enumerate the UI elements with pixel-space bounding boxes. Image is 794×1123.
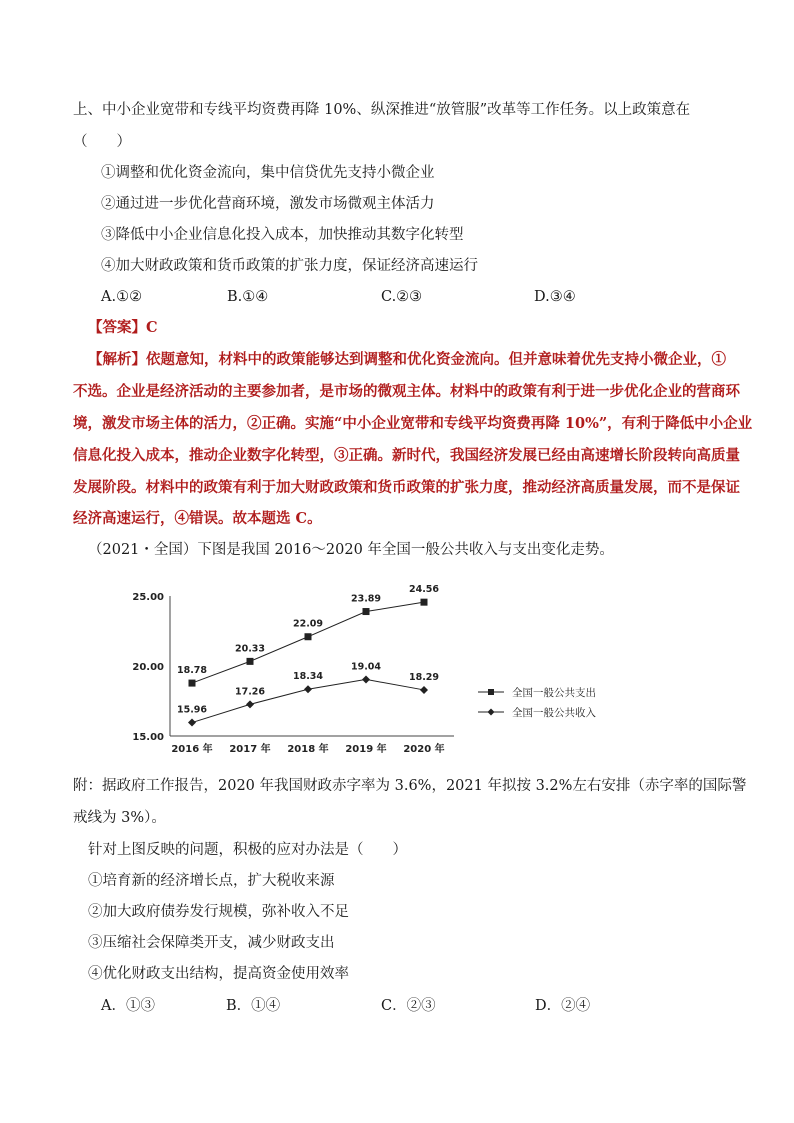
data-label: 20.33 — [234, 643, 266, 655]
y-tick-label: 25.00 — [132, 592, 164, 603]
q2-intro: （2021・全国）下图是我国 2016～2020 年全国一般公共收入与支出变化走势。 — [88, 542, 614, 558]
q1-option-b: B.①④ — [227, 289, 269, 305]
q1-statement-4: ④加大财政政策和货币政策的扩张力度，保证经济高速运行 — [101, 258, 478, 274]
data-point-square — [247, 658, 254, 665]
data-point-square — [305, 633, 312, 640]
data-label: 18.29 — [408, 671, 440, 683]
legend-marker-diamond — [488, 709, 495, 716]
data-label: 22.09 — [292, 618, 324, 630]
data-label: 18.34 — [292, 671, 324, 683]
q2-statement-4: ④优化财政支出结构，提高资金使用效率 — [88, 966, 349, 982]
x-tick-label: 2017 年 — [229, 744, 271, 755]
legend-label: 全国一般公共收入 — [512, 707, 596, 719]
data-point-square — [421, 599, 428, 606]
q2-note-line1: 附：据政府工作报告，2020 年我国财政赤字率为 3.6%，2021 年拟按 3.2%左右安排（赤字率的国际警 — [73, 778, 747, 794]
q1-analysis-line3: 境，激发市场主体的活力，②正确。实施“中小企业宽带和专线平均资费再降 10%”，有利于降低中小企业 — [73, 415, 753, 432]
data-label: 19.04 — [350, 661, 382, 673]
x-tick-label: 2016 年 — [171, 744, 213, 755]
q2-option-c: C．②③ — [381, 998, 436, 1014]
q2-statement-1: ①培育新的经济增长点，扩大税收来源 — [88, 873, 335, 889]
y-tick-label: 15.00 — [132, 732, 164, 743]
data-point-square — [363, 608, 370, 615]
q1-option-a: A.①② — [101, 289, 143, 305]
q2-question: 针对上图反映的问题，积极的应对办法是（ ） — [88, 842, 407, 858]
legend-label: 全国一般公共支出 — [512, 687, 596, 699]
data-point-diamond — [304, 685, 312, 693]
data-point-square — [189, 680, 196, 687]
q1-stem-line2: （ ） — [73, 134, 131, 150]
q1-answer: 【答案】C — [88, 319, 158, 336]
q1-statement-1: ①调整和优化资金流向，集中信贷优先支持小微企业 — [101, 165, 435, 181]
q1-analysis-line2: 不选。企业是经济活动的主要参加者，是市场的微观主体。材料中的政策有利于进一步优化企业的营商环 — [73, 383, 740, 400]
q2-option-a: A．①③ — [101, 998, 155, 1014]
q2-option-d: D．②④ — [535, 998, 591, 1014]
x-tick-label: 2019 年 — [345, 744, 387, 755]
q1-option-d: D.③④ — [534, 289, 576, 305]
q1-analysis-line6: 经济高速运行，④错误。故本题选 C。 — [73, 510, 322, 527]
q1-analysis-line4: 信息化投入成本，推动企业数字化转型，③正确。新时代，我国经济发展已经由高速增长阶段转向高质量 — [73, 447, 740, 464]
data-label: 23.89 — [350, 593, 382, 605]
q2-statement-2: ②加大政府债券发行规模，弥补收入不足 — [88, 904, 349, 920]
q2-statement-3: ③压缩社会保障类开支，减少财政支出 — [88, 935, 335, 951]
data-point-diamond — [188, 719, 196, 727]
data-label: 18.78 — [176, 665, 208, 677]
y-tick-label: 20.00 — [132, 662, 164, 673]
x-tick-label: 2020 年 — [403, 744, 445, 755]
data-point-diamond — [362, 675, 370, 683]
data-label: 24.56 — [408, 584, 440, 596]
x-tick-label: 2018 年 — [287, 744, 329, 755]
q1-analysis-line1: 【解析】依题意知，材料中的政策能够达到调整和优化资金流向。但并意味着优先支持小微企业，① — [88, 351, 726, 368]
data-label: 15.96 — [176, 704, 208, 716]
q1-statement-2: ②通过进一步优化营商环境，激发市场微观主体活力 — [101, 196, 435, 212]
q2-note-line2: 戒线为 3%）。 — [73, 810, 166, 826]
data-point-diamond — [246, 700, 254, 708]
data-point-diamond — [420, 686, 428, 694]
data-label: 17.26 — [234, 686, 266, 698]
line-chart — [110, 580, 670, 760]
q1-statement-3: ③降低中小企业信息化投入成本，加快推动其数字化转型 — [101, 227, 464, 243]
q1-option-c: C.②③ — [381, 289, 423, 305]
q1-stem-line1: 上、中小企业宽带和专线平均资费再降 10%、纵深推进“放管服”改革等工作任务。以上政策意在 — [73, 102, 691, 118]
q1-analysis-line5: 发展阶段。材料中的政策有利于加大财政政策和货币政策的扩张力度，推动经济高质量发展，而不是保证 — [73, 479, 740, 496]
legend-marker-square — [488, 689, 494, 695]
q2-option-b: B．①④ — [226, 998, 281, 1014]
